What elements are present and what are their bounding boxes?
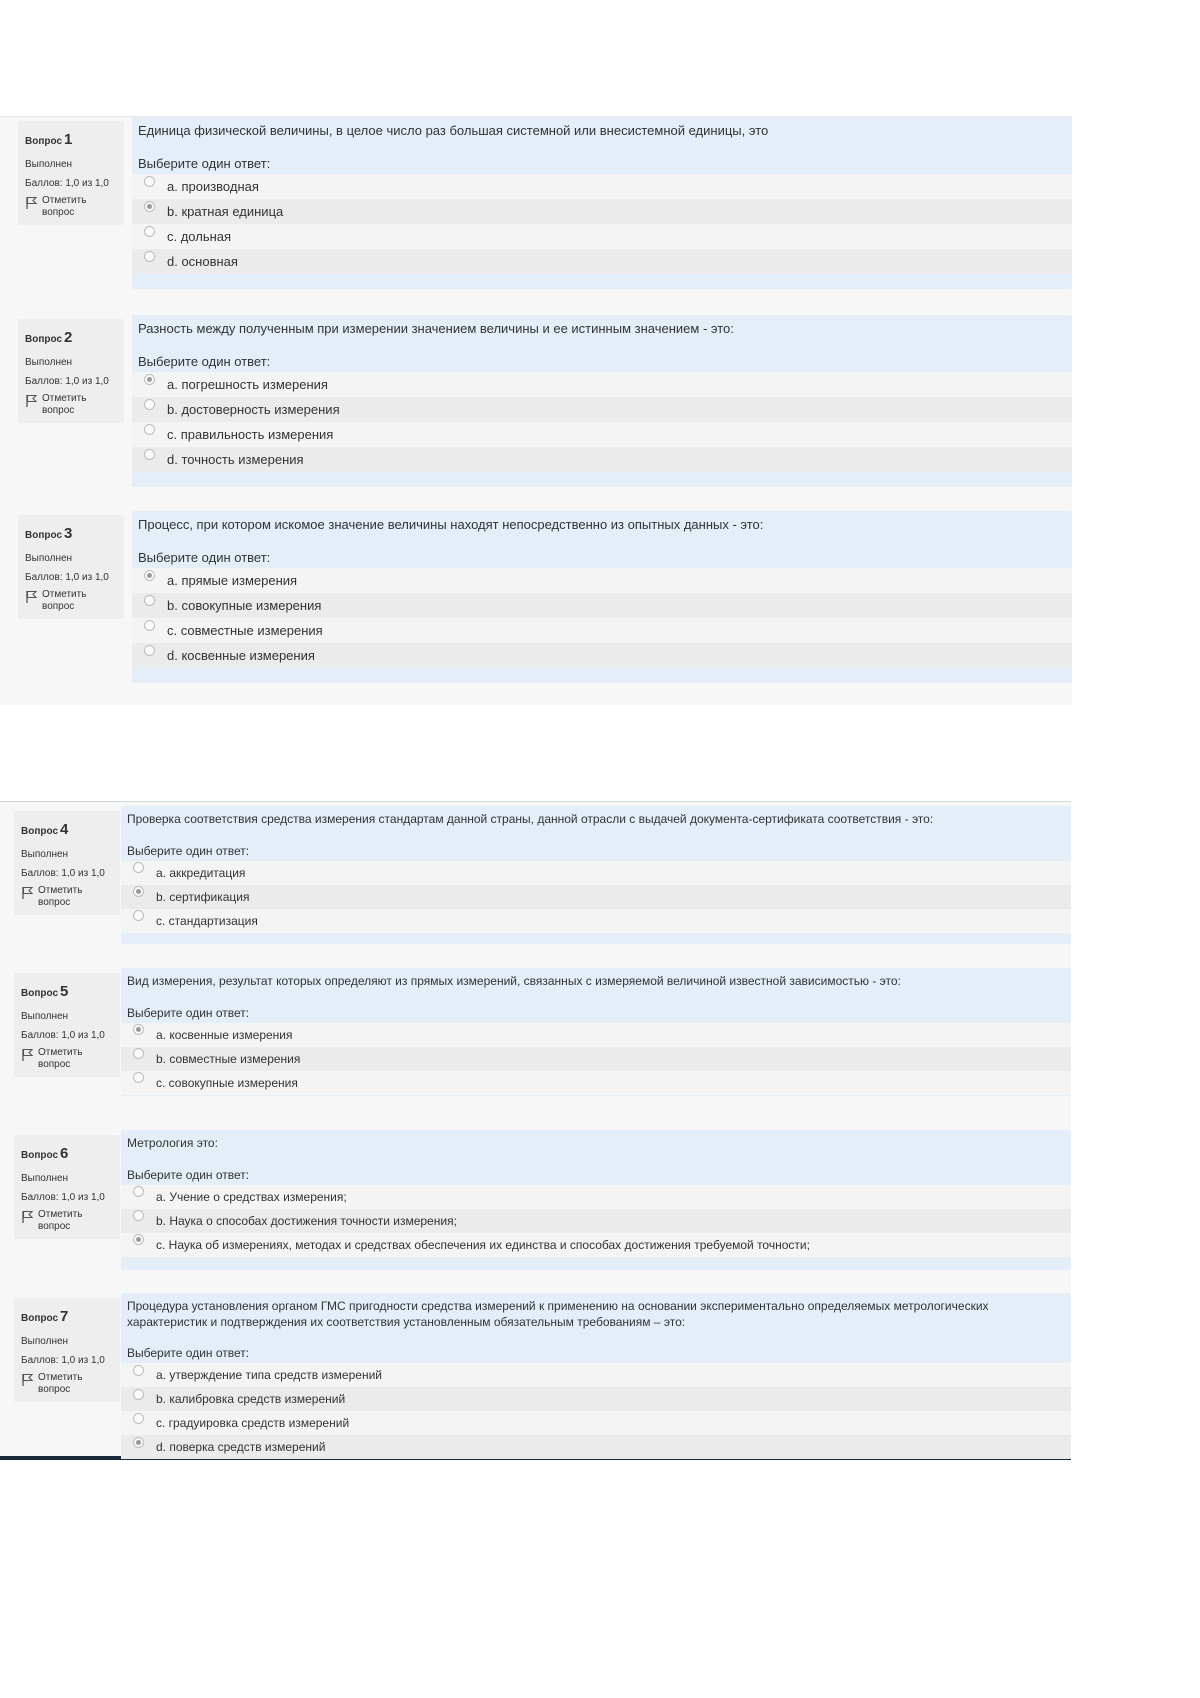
question-grade: Баллов: 1,0 из 1,0 (25, 177, 109, 189)
radio-unselected[interactable] (133, 1389, 144, 1400)
question-label: Вопрос (25, 530, 63, 541)
question-7 (0, 1293, 1071, 1458)
answer-prompt: Выберите один ответ: (138, 353, 271, 369)
answer-label: a. Учение о средствах измерения; (156, 1189, 347, 1204)
question-text: Метрология это: (127, 1136, 218, 1150)
answer-option[interactable] (132, 568, 1072, 593)
question-text: Процедура установления органом ГМС пригодности средства измерений к применению на основании экспериментально определяемых метрологических характеристик и подтверждения их соответствия установленным обязательным требованиям – это: (127, 1299, 989, 1329)
flag-label-line2: вопрос (38, 897, 71, 908)
flag-label-line1: Отметить (38, 1208, 83, 1220)
answer-option[interactable] (132, 249, 1072, 274)
answer-option[interactable] (121, 1411, 1071, 1435)
flag-question-button[interactable] (21, 1372, 113, 1397)
flag-label-line1: Отметить (42, 392, 87, 404)
answer-option[interactable] (121, 1185, 1071, 1209)
radio-selected[interactable] (144, 570, 155, 581)
question-label: Вопрос (21, 1150, 59, 1161)
flag-label-line2: вопрос (38, 1221, 71, 1232)
answer-list (132, 372, 1072, 472)
answer-option[interactable] (121, 1071, 1071, 1095)
question-info (14, 973, 120, 1077)
radio-selected[interactable] (133, 886, 144, 897)
question-number-value: 4 (60, 821, 69, 838)
question-number-value: 5 (60, 983, 69, 1000)
question-number (21, 1140, 113, 1169)
question-number (25, 324, 117, 353)
flag-question-button[interactable] (25, 195, 117, 220)
radio-unselected[interactable] (144, 251, 155, 262)
flag-question-button[interactable] (25, 393, 117, 418)
radio-unselected[interactable] (144, 645, 155, 656)
question-number-value: 6 (60, 1145, 69, 1162)
answer-prompt: Выберите один ответ: (138, 549, 271, 565)
flag-label-line1: Отметить (42, 588, 87, 600)
question-3 (0, 511, 1072, 683)
question-text: Единица физической величины, в целое число раз большая системной или внесистемной единицы, это (138, 123, 769, 138)
radio-selected[interactable] (144, 201, 155, 212)
question-label: Вопрос (25, 334, 63, 345)
answer-option[interactable] (121, 1023, 1071, 1047)
flag-label (38, 1209, 82, 1234)
question-label: Вопрос (21, 1313, 59, 1324)
question-grade: Баллов: 1,0 из 1,0 (21, 1354, 105, 1366)
question-label: Вопрос (21, 988, 59, 999)
flag-label (38, 1047, 82, 1072)
answer-option[interactable] (132, 174, 1072, 199)
flag-label (42, 195, 86, 220)
flag-icon (25, 590, 39, 604)
answer-prompt: Выберите один ответ: (127, 1346, 250, 1361)
answer-label: b. достоверность измерения (167, 401, 340, 417)
question-text: Разность между полученным при измерении значением величины и ее истинным значением - это: (138, 321, 734, 336)
question-content (121, 968, 1071, 1096)
question-number (21, 978, 113, 1007)
flag-label (42, 589, 86, 614)
answer-label: a. аккредитация (156, 865, 246, 880)
answer-prompt: Выберите один ответ: (127, 843, 250, 858)
screenshot-part-2 (0, 801, 1071, 1460)
answer-option[interactable] (132, 447, 1072, 472)
radio-unselected[interactable] (144, 226, 155, 237)
answer-option[interactable] (121, 1209, 1071, 1233)
radio-unselected[interactable] (133, 1210, 144, 1221)
question-content (121, 806, 1071, 944)
flag-label-line1: Отметить (38, 884, 83, 896)
question-content (132, 511, 1072, 683)
flag-label (42, 393, 86, 418)
question-label: Вопрос (25, 136, 63, 147)
question-5 (0, 968, 1071, 1096)
question-info (18, 515, 124, 619)
screenshot-part-1 (0, 116, 1072, 705)
question-grade: Баллов: 1,0 из 1,0 (25, 375, 109, 387)
answer-label: c. стандартизация (156, 913, 258, 928)
question-info (18, 319, 124, 423)
question-1 (0, 117, 1072, 289)
answer-label: c. Наука об измерениях, методах и средствах обеспечения их единства и способах достижения требуемой точности; (156, 1237, 810, 1252)
flag-icon (25, 196, 39, 210)
flag-label-line2: вопрос (42, 405, 75, 416)
question-number-value: 2 (64, 329, 73, 346)
answer-label: b. совместные измерения (156, 1051, 301, 1066)
question-grade: Баллов: 1,0 из 1,0 (21, 1191, 105, 1203)
answer-option[interactable] (121, 1387, 1071, 1411)
question-status: Выполнен (21, 1172, 69, 1184)
flag-label-line2: вопрос (38, 1384, 71, 1395)
answer-option[interactable] (132, 643, 1072, 668)
radio-unselected[interactable] (133, 1186, 144, 1197)
question-number-value: 7 (60, 1308, 69, 1325)
answer-label: b. Наука о способах достижения точности измерения; (156, 1213, 457, 1228)
question-text: Вид измерения, результат которых определяют из прямых измерений, связанных с измеряемой величиной известной зависимостью - это: (127, 974, 901, 988)
answer-label: c. совместные измерения (167, 622, 323, 638)
flag-label-line1: Отметить (42, 194, 87, 206)
answer-label: b. совокупные измерения (167, 597, 322, 613)
answer-label: d. основная (167, 253, 238, 269)
flag-question-button[interactable] (25, 589, 117, 614)
radio-unselected[interactable] (133, 1072, 144, 1083)
radio-unselected[interactable] (144, 449, 155, 460)
answer-option[interactable] (132, 593, 1072, 618)
radio-selected[interactable] (144, 374, 155, 385)
flag-question-button[interactable] (21, 1209, 113, 1234)
question-number (25, 126, 117, 155)
question-number (21, 1303, 113, 1332)
radio-unselected[interactable] (133, 1048, 144, 1059)
question-grade: Баллов: 1,0 из 1,0 (21, 1029, 105, 1041)
flag-label-line2: вопрос (42, 207, 75, 218)
question-text: Проверка соответствия средства измерения стандартам данной страны, данной отрасли с выдачей документа-сертификата соответствия - это: (127, 812, 934, 826)
answer-label: c. дольная (167, 228, 232, 244)
radio-unselected[interactable] (144, 399, 155, 410)
question-2 (0, 315, 1072, 487)
question-status: Выполнен (21, 1335, 69, 1347)
answer-option[interactable] (121, 1047, 1071, 1071)
flag-label (38, 1372, 82, 1397)
answer-label: a. утверждение типа средств измерений (156, 1368, 382, 1383)
radio-selected[interactable] (133, 1024, 144, 1035)
answer-list (132, 568, 1072, 668)
question-number-value: 1 (64, 131, 73, 148)
answer-label: d. точность измерения (167, 451, 304, 467)
question-grade: Баллов: 1,0 из 1,0 (25, 571, 109, 583)
answer-option[interactable] (121, 861, 1071, 885)
question-status: Выполнен (21, 848, 69, 860)
answer-prompt: Выберите один ответ: (127, 1167, 250, 1182)
question-number (21, 816, 113, 845)
question-status: Выполнен (25, 552, 73, 564)
flag-label-line2: вопрос (38, 1059, 71, 1070)
radio-selected[interactable] (133, 1437, 144, 1448)
radio-unselected[interactable] (144, 424, 155, 435)
answer-option[interactable] (121, 885, 1071, 909)
flag-label-line1: Отметить (38, 1371, 83, 1383)
question-label: Вопрос (21, 826, 59, 837)
answer-label: b. кратная единица (167, 203, 284, 219)
answer-label: a. погрешность измерения (167, 376, 328, 392)
radio-unselected[interactable] (144, 595, 155, 606)
answer-option[interactable] (121, 1233, 1071, 1257)
flag-label-line2: вопрос (42, 601, 75, 612)
answer-option[interactable] (132, 224, 1072, 249)
radio-unselected[interactable] (133, 1365, 144, 1376)
question-status: Выполнен (25, 356, 73, 368)
flag-icon (21, 1210, 35, 1224)
answer-label: d. поверка средств измерений (156, 1440, 326, 1455)
question-status: Выполнен (21, 1010, 69, 1022)
radio-unselected[interactable] (133, 862, 144, 873)
answer-list (132, 174, 1072, 274)
answer-list (121, 1363, 1071, 1459)
answer-label: a. производная (167, 178, 259, 194)
question-info (14, 1135, 120, 1239)
flag-question-button[interactable] (21, 885, 113, 910)
question-content (132, 117, 1072, 289)
question-status: Выполнен (25, 158, 73, 170)
answer-list (121, 861, 1071, 933)
radio-unselected[interactable] (144, 620, 155, 631)
answer-label: c. правильность измерения (167, 426, 334, 442)
flag-icon (21, 1048, 35, 1062)
radio-unselected[interactable] (133, 1413, 144, 1424)
radio-unselected[interactable] (133, 910, 144, 921)
question-number (25, 520, 117, 549)
answer-option[interactable] (132, 618, 1072, 643)
answer-label: b. калибровка средств измерений (156, 1392, 346, 1407)
answer-option[interactable] (132, 372, 1072, 397)
answer-option[interactable] (121, 909, 1071, 933)
answer-label: c. совокупные измерения (156, 1075, 298, 1090)
question-4 (0, 806, 1071, 944)
question-content (121, 1293, 1071, 1458)
question-info (14, 811, 120, 915)
question-info (18, 121, 124, 225)
answer-list (121, 1185, 1071, 1257)
answer-option[interactable] (132, 199, 1072, 224)
radio-unselected[interactable] (144, 176, 155, 187)
flag-icon (21, 1373, 35, 1387)
flag-icon (25, 394, 39, 408)
answer-option[interactable] (121, 1363, 1071, 1387)
question-number-value: 3 (64, 525, 73, 542)
answer-prompt: Выберите один ответ: (127, 1005, 250, 1020)
question-content (121, 1130, 1071, 1270)
answer-label: a. прямые измерения (167, 572, 298, 588)
question-6 (0, 1130, 1071, 1270)
question-grade: Баллов: 1,0 из 1,0 (21, 867, 105, 879)
flag-label (38, 885, 82, 910)
answer-label: b. сертификация (156, 889, 250, 904)
answer-option[interactable] (121, 1435, 1071, 1459)
answer-option[interactable] (132, 397, 1072, 422)
answer-list (121, 1023, 1071, 1095)
answer-label: c. градуировка средств измерений (156, 1416, 350, 1431)
flag-label-line1: Отметить (38, 1046, 83, 1058)
question-info (14, 1298, 120, 1402)
question-content (132, 315, 1072, 487)
answer-label: d. косвенные измерения (167, 647, 315, 663)
answer-option[interactable] (132, 422, 1072, 447)
answer-prompt: Выберите один ответ: (138, 155, 271, 171)
answer-label: a. косвенные измерения (156, 1027, 293, 1042)
flag-question-button[interactable] (21, 1047, 113, 1072)
question-text: Процесс, при котором искомое значение величины находят непосредственно из опытных данных - это: (138, 517, 764, 532)
radio-selected[interactable] (133, 1234, 144, 1245)
flag-icon (21, 886, 35, 900)
